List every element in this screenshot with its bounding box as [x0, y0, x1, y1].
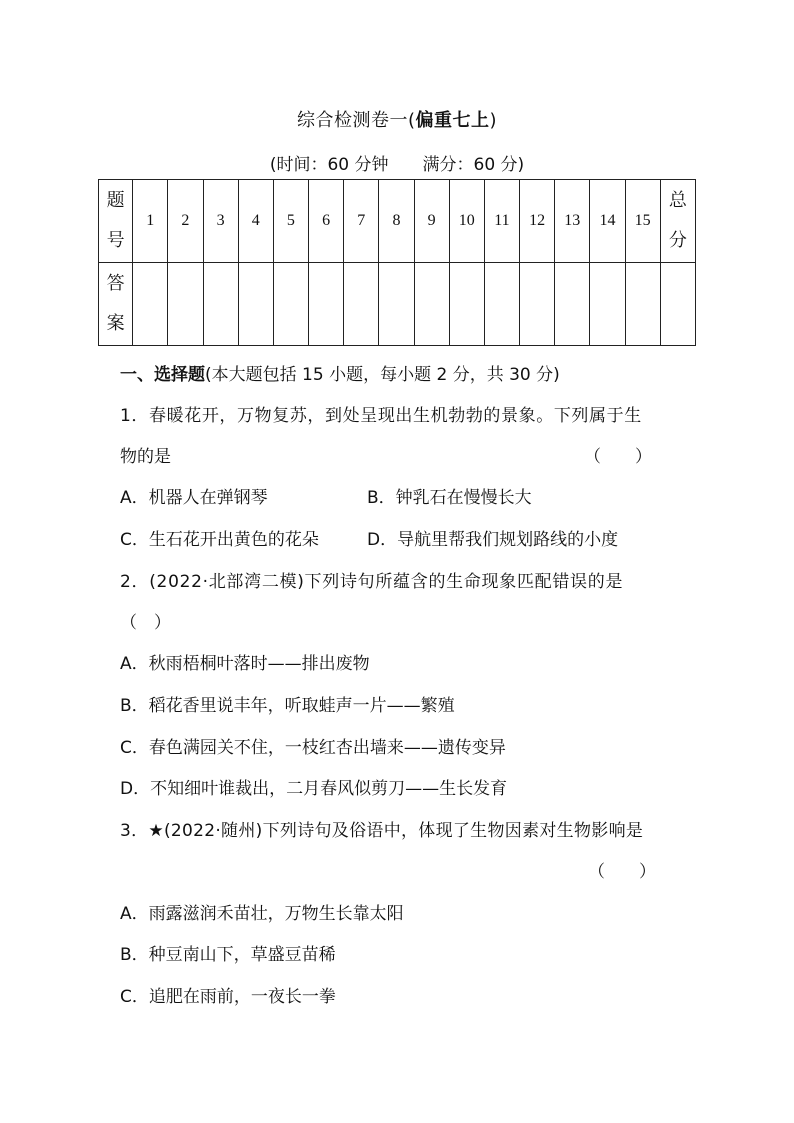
- question-1-stem-line1: 1．春暖花开，万物复苏，到处呈现出生机勃勃的景象。下列属于生: [120, 406, 642, 426]
- answer-cell[interactable]: [203, 263, 238, 346]
- answer-cell[interactable]: [520, 263, 555, 346]
- score-table: [98, 179, 696, 346]
- score-label: 满分：60 分): [422, 155, 525, 175]
- question-number-cell: 1: [133, 180, 168, 263]
- question-number-cell: 13: [555, 180, 590, 263]
- section-note: (本大题包括 15 小题，每小题 2 分，共 30 分): [205, 365, 560, 385]
- total-score-label: 总 分: [660, 180, 695, 263]
- question-number-cell: 15: [625, 180, 660, 263]
- title-prefix: 综合检测卷一(: [296, 110, 416, 131]
- question-number-cell: 5: [273, 180, 308, 263]
- question-3-answer-paren: （ ）: [588, 862, 656, 882]
- question-1-option-a: A．机器人在弹钢琴: [120, 488, 268, 508]
- answer-cell[interactable]: [555, 263, 590, 346]
- question-1-answer-paren: （ ）: [584, 447, 652, 467]
- row-label-answer: 答 案: [99, 263, 133, 346]
- question-number-cell: 10: [449, 180, 484, 263]
- answer-cell[interactable]: [344, 263, 379, 346]
- total-score-cell[interactable]: [660, 263, 695, 346]
- row-label-question-number: 题 号: [99, 180, 133, 263]
- answer-cell[interactable]: [484, 263, 519, 346]
- question-number-cell: 9: [414, 180, 449, 263]
- question-3-option-a: A．雨露滋润禾苗壮，万物生长靠太阳: [120, 904, 404, 924]
- answer-cell[interactable]: [309, 263, 344, 346]
- question-number-cell: 12: [520, 180, 555, 263]
- question-2-option-d: D．不知细叶谁裁出，二月春风似剪刀——生长发育: [120, 779, 508, 799]
- question-number-cell: 6: [309, 180, 344, 263]
- score-table-number-row: [99, 180, 696, 263]
- score-table-answer-row: [99, 263, 696, 346]
- section-title: 一、选择题: [120, 365, 205, 385]
- answer-cell[interactable]: [273, 263, 308, 346]
- exam-title: [0, 106, 794, 132]
- question-3-option-b: B．种豆南山下，草盛豆苗稀: [120, 945, 336, 965]
- time-label: (时间：60 分钟: [269, 155, 389, 175]
- title-bold: 偏重七上: [415, 110, 490, 131]
- question-2-option-c: C．春色满园关不住，一枝红杏出墙来——遗传变异: [120, 738, 506, 758]
- question-1-option-c: C．生石花开出黄色的花朵: [120, 530, 319, 550]
- question-number-cell: 7: [344, 180, 379, 263]
- question-3-stem: 3．★(2022·随州)下列诗句及俗语中，体现了生物因素对生物影响是: [120, 821, 644, 841]
- answer-cell[interactable]: [625, 263, 660, 346]
- question-2-option-b: B．稻花香里说丰年，听取蛙声一片——繁殖: [120, 696, 455, 716]
- question-3-option-c: C．追肥在雨前，一夜长一拳: [120, 987, 336, 1007]
- answer-cell[interactable]: [449, 263, 484, 346]
- section-heading: [120, 360, 560, 385]
- question-number-cell: 2: [168, 180, 203, 263]
- question-2-option-a: A．秋雨梧桐叶落时——排出废物: [120, 654, 370, 674]
- question-1-option-b: B．钟乳石在慢慢长大: [367, 488, 532, 508]
- question-1-option-d: D．导航里帮我们规划路线的小度: [367, 530, 619, 550]
- answer-cell[interactable]: [379, 263, 414, 346]
- answer-cell[interactable]: [238, 263, 273, 346]
- answer-cell[interactable]: [590, 263, 625, 346]
- title-suffix: ): [489, 110, 498, 131]
- exam-subtitle: [0, 150, 794, 175]
- question-number-cell: 3: [203, 180, 238, 263]
- question-number-cell: 8: [379, 180, 414, 263]
- question-number-cell: 14: [590, 180, 625, 263]
- answer-cell[interactable]: [133, 263, 168, 346]
- question-2-stem: 2．(2022·北部湾二模)下列诗句所蕴含的生命现象匹配错误的是: [120, 572, 624, 592]
- question-1-stem-line2: 物的是: [120, 447, 171, 467]
- question-number-cell: 11: [484, 180, 519, 263]
- question-2-answer-paren: （ ）: [120, 613, 171, 633]
- question-number-cell: 4: [238, 180, 273, 263]
- answer-cell[interactable]: [168, 263, 203, 346]
- answer-cell[interactable]: [414, 263, 449, 346]
